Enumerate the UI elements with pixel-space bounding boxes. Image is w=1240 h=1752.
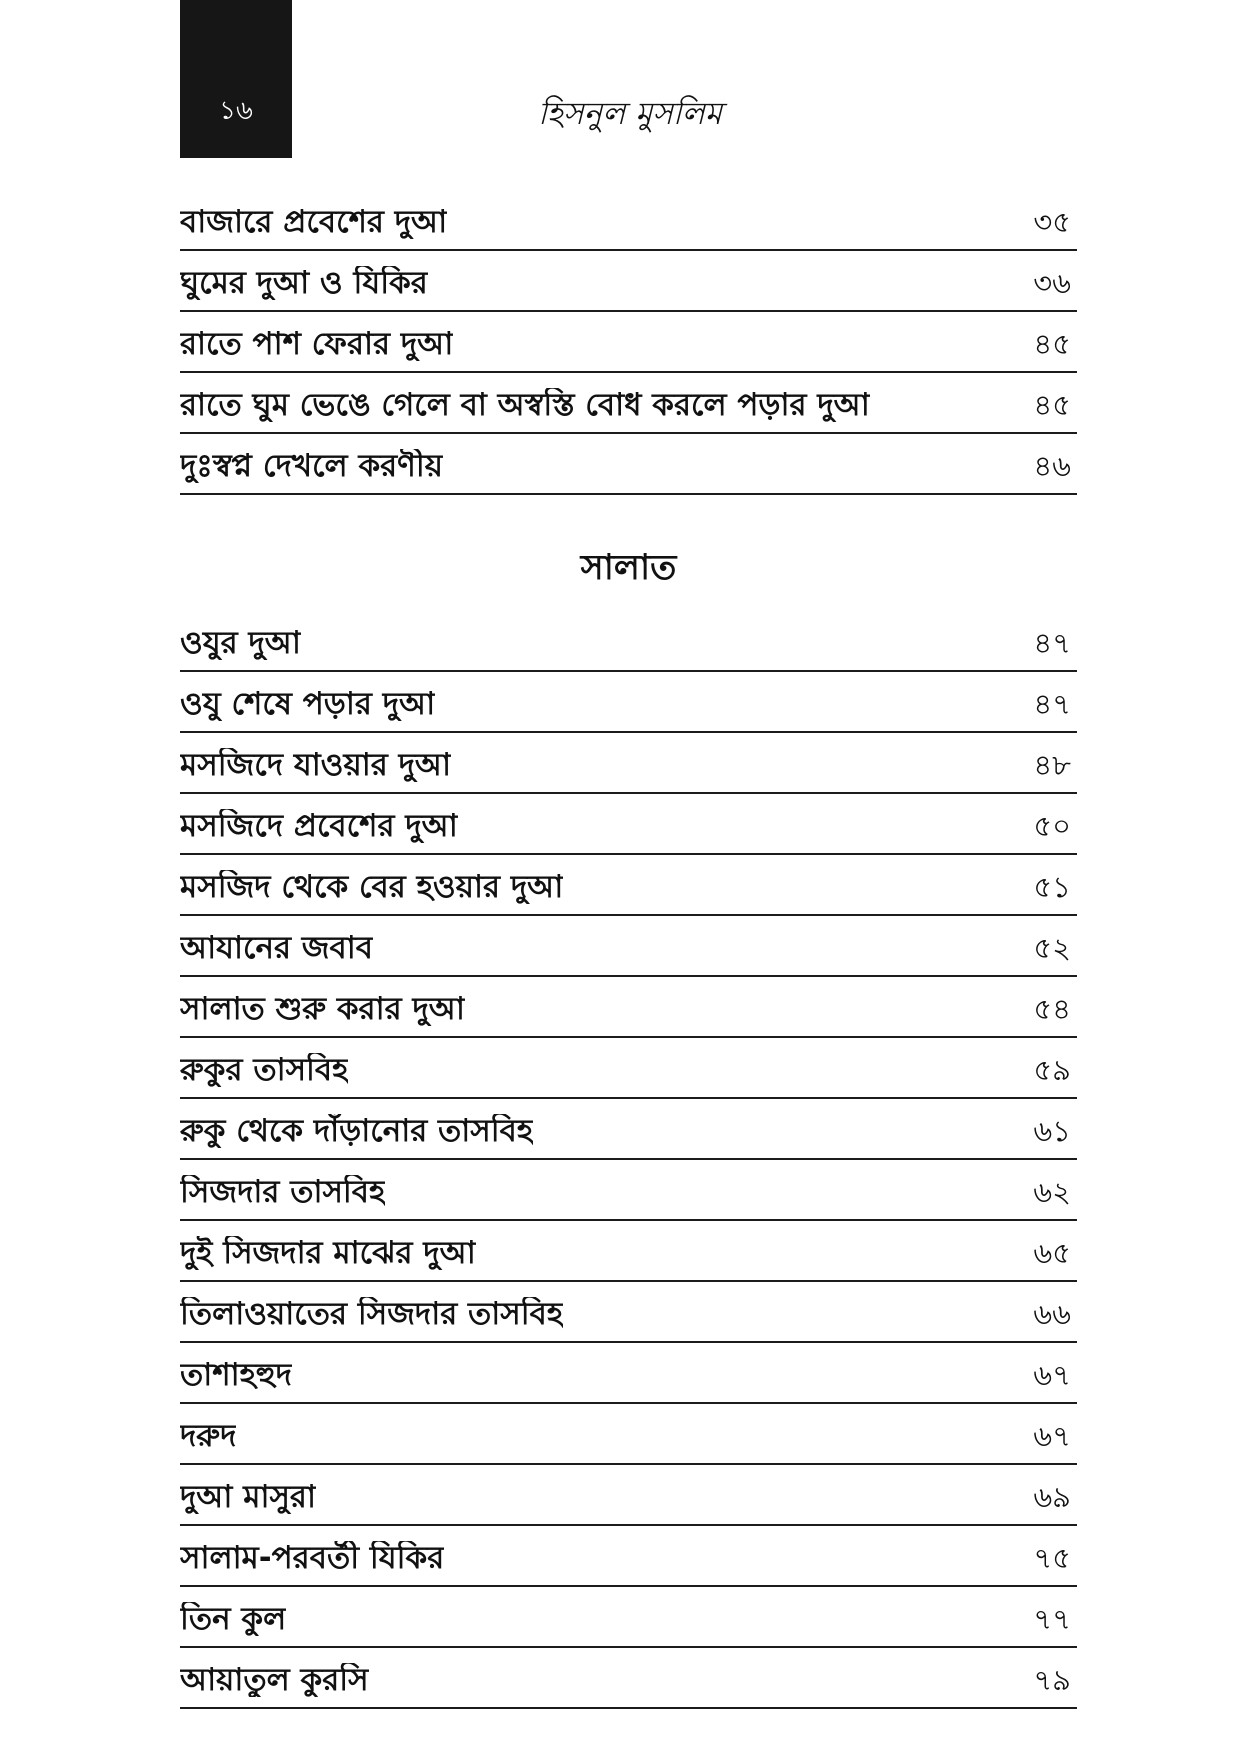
toc-entry-page: ৩৬: [1033, 266, 1071, 301]
toc-entry[interactable]: [180, 1221, 1077, 1282]
toc-entry[interactable]: [180, 1160, 1077, 1221]
toc-entry[interactable]: [180, 1282, 1077, 1343]
toc-entry-title: তিন কুল: [180, 1601, 287, 1636]
toc-entry-title: সালাম-পরবর্তী যিকির: [180, 1540, 445, 1575]
toc-entry[interactable]: [180, 855, 1077, 916]
toc-entry-title: ঘুমের দুআ ও যিকির: [180, 265, 428, 300]
toc-entry-title: আয়াতুল কুরসি: [180, 1662, 369, 1697]
toc-list-top: [180, 190, 1077, 495]
toc-entry[interactable]: [180, 1343, 1077, 1404]
toc-entry[interactable]: [180, 916, 1077, 977]
toc-entry-page: ৬৫: [1033, 1236, 1071, 1271]
toc-entry-title: সিজদার তাসবিহ: [180, 1174, 386, 1209]
toc-entry-title: তিলাওয়াতের সিজদার তাসবিহ: [180, 1296, 564, 1331]
running-title: হিসনুল মুসলিম: [538, 96, 722, 132]
toc-entry-title: রুকু থেকে দাঁড়ানোর তাসবিহ: [180, 1113, 534, 1148]
toc-entry-page: ৫৯: [1033, 1053, 1071, 1088]
section-heading: সালাত: [580, 548, 677, 588]
toc-entry-title: আযানের জবাব: [180, 930, 374, 965]
toc-entry-page: ৬১: [1033, 1114, 1071, 1149]
toc-entry[interactable]: [180, 1648, 1077, 1709]
toc-entry-page: ৭৫: [1033, 1541, 1071, 1576]
toc-entry-title: ওযুর দুআ: [180, 625, 301, 660]
toc-entry-page: ৫১: [1033, 870, 1071, 905]
toc-entry[interactable]: [180, 733, 1077, 794]
toc-entry-title: রুকুর তাসবিহ: [180, 1052, 349, 1087]
toc-entry[interactable]: [180, 672, 1077, 733]
toc-entry-page: ৭৭: [1033, 1602, 1071, 1637]
toc-entry-title: তাশাহহুদ: [180, 1357, 292, 1392]
toc-entry-page: ৪৬: [1033, 449, 1071, 484]
toc-entry[interactable]: [180, 373, 1077, 434]
toc-entry-page: ৪৭: [1033, 626, 1071, 661]
toc-entry[interactable]: [180, 1465, 1077, 1526]
page-number-box: [180, 0, 292, 158]
toc-entry-page: ৬৯: [1033, 1480, 1071, 1515]
toc-entry-page: ৫২: [1033, 931, 1071, 966]
toc-entry-page: ৬৭: [1033, 1419, 1071, 1454]
toc-entry[interactable]: [180, 1038, 1077, 1099]
toc-entry-page: ৪৮: [1033, 748, 1071, 783]
toc-entry[interactable]: [180, 1587, 1077, 1648]
toc-entry-page: ৫৪: [1033, 992, 1071, 1027]
toc-entry-page: ৬৭: [1033, 1358, 1071, 1393]
toc-entry-title: সালাত শুরু করার দুআ: [180, 991, 465, 1026]
toc-entry-page: ৭৯: [1033, 1663, 1071, 1698]
toc-entry-page: ৪৫: [1033, 388, 1071, 423]
toc-entry-title: দরুদ: [180, 1418, 237, 1453]
toc-entry[interactable]: [180, 434, 1077, 495]
toc-entry-page: ৩৫: [1033, 205, 1071, 240]
toc-entry-title: দুআ মাসুরা: [180, 1479, 316, 1514]
toc-entry[interactable]: [180, 1526, 1077, 1587]
toc-entry-title: মসজিদে যাওয়ার দুআ: [180, 747, 452, 782]
toc-entry[interactable]: [180, 611, 1077, 672]
toc-entry-page: ৬২: [1033, 1175, 1071, 1210]
toc-entry[interactable]: [180, 190, 1077, 251]
toc-list-bottom: [180, 611, 1077, 1709]
toc-entry-page: ৪৫: [1033, 327, 1071, 362]
toc-entry-page: ৬৬: [1033, 1297, 1071, 1332]
toc-entry-page: ৫০: [1033, 809, 1071, 844]
toc-entry-title: রাতে ঘুম ভেঙে গেলে বা অস্বস্তি বোধ করলে পড়ার দুআ: [180, 387, 870, 422]
toc-entry[interactable]: [180, 794, 1077, 855]
toc-entry[interactable]: [180, 251, 1077, 312]
toc-entry[interactable]: [180, 312, 1077, 373]
toc-entry-title: দুঃস্বপ্ন দেখলে করণীয়: [180, 448, 444, 483]
page-number: ১৬: [219, 96, 253, 126]
toc-entry[interactable]: [180, 1099, 1077, 1160]
toc-entry-title: মসজিদে প্রবেশের দুআ: [180, 808, 458, 843]
toc-entry-title: মসজিদ থেকে বের হওয়ার দুআ: [180, 869, 564, 904]
toc-entry[interactable]: [180, 977, 1077, 1038]
toc-entry-title: রাতে পাশ ফেরার দুআ: [180, 326, 454, 361]
toc-entry-title: দুই সিজদার মাঝের দুআ: [180, 1235, 476, 1270]
toc-entry-title: ওযু শেষে পড়ার দুআ: [180, 686, 436, 721]
toc-entry[interactable]: [180, 1404, 1077, 1465]
toc-entry-title: বাজারে প্রবেশের দুআ: [180, 204, 448, 239]
toc-entry-page: ৪৭: [1033, 687, 1071, 722]
